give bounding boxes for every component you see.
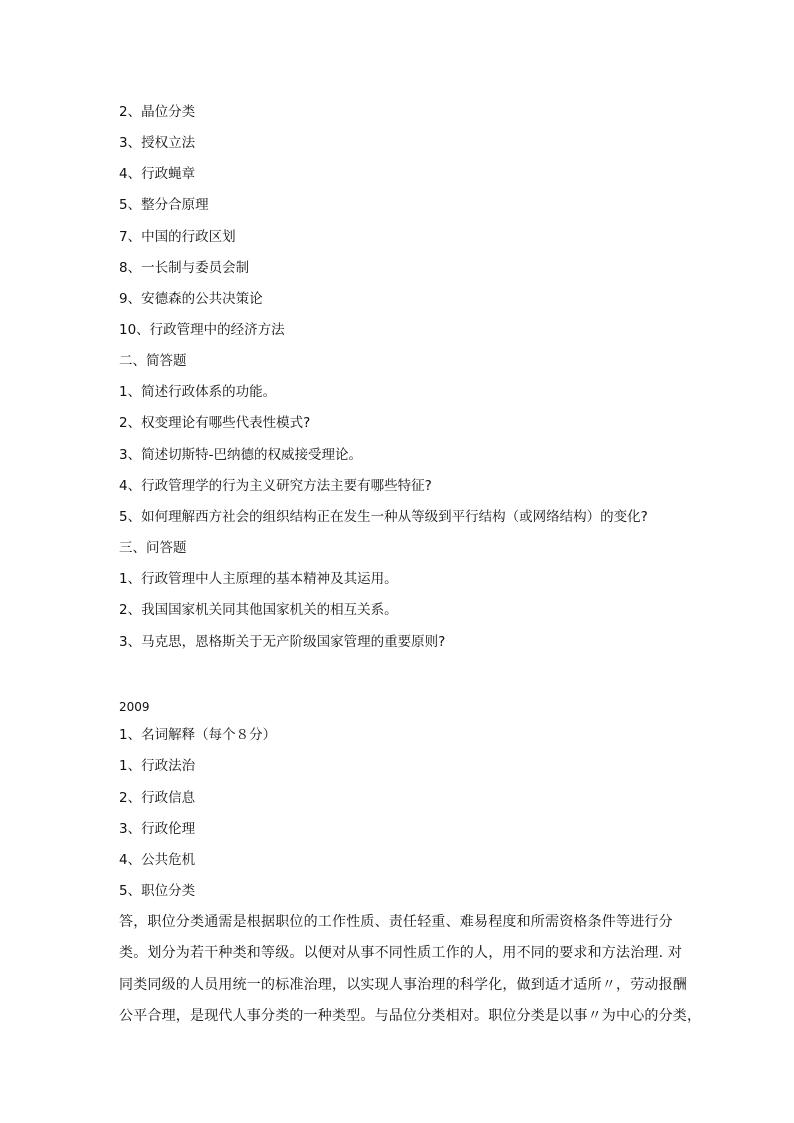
list-item: 1、简述行政体系的功能。 xyxy=(119,384,277,400)
list-item: 7、中国的行政区划 xyxy=(119,229,236,245)
list-item: 5、整分合原理 xyxy=(119,197,209,213)
list-item: 10、行政管理中的经济方法 xyxy=(119,322,285,338)
answer-line: 答，职位分类通需是根据职位的工作性质、责任轻重、难易程度和所需资格条件等进行分 xyxy=(119,914,673,930)
list-item: 1、行政管理中人主原理的基本精神及其运用。 xyxy=(119,571,398,587)
answer-line: 类。划分为若干种类和等级。以便对从事不同性质工作的人，用不同的要求和方法治理. 对 xyxy=(119,945,683,961)
list-item: 5、如何理解西方社会的组织结构正在发生一种从等级到平行结构（或网络结构）的变化? xyxy=(119,509,648,525)
answer-line: 公平合理，是现代人事分类的一种类型。与品位分类相对。职位分类是以事〃为中心的分类， xyxy=(119,1008,702,1024)
section-heading: 三、问答题 xyxy=(119,540,187,556)
list-item: 4、公共危机 xyxy=(119,852,196,868)
list-item: 3、授权立法 xyxy=(119,135,196,151)
list-item: 4、行政蝇章 xyxy=(119,166,196,182)
list-item: 9、安德森的公共决策论 xyxy=(119,291,263,307)
answer-line: 同类同级的人员用统一的标准治理，以实现人事治理的科学化，做到适才适所〃，劳动报酬 xyxy=(119,977,687,993)
year-label: 2009 xyxy=(119,700,150,714)
section-heading: 二、简答题 xyxy=(119,353,187,369)
list-item: 4、行政管理学的行为主义研究方法主要有哪些特征? xyxy=(119,478,432,494)
list-item: 2、权变理论有哪些代表性模式? xyxy=(119,415,311,431)
section-heading: 1、名词解释（每个８分） xyxy=(119,727,277,743)
list-item: 3、行政伦理 xyxy=(119,821,196,837)
list-item: 2、行政信息 xyxy=(119,790,196,806)
list-item: 2、晶位分类 xyxy=(119,104,196,120)
list-item: 3、马克思，恩格斯关于无产阶级国家管理的重要原则? xyxy=(119,634,446,650)
list-item: 1、行政法治 xyxy=(119,758,196,774)
list-item: 8、一长制与委员会制 xyxy=(119,260,250,276)
list-item: 2、我国国家机关同其他国家机关的相互关系。 xyxy=(119,602,398,618)
list-item: 3、简述切斯特-巴纳德的权威接受理论。 xyxy=(119,447,362,463)
list-item: 5、职位分类 xyxy=(119,883,196,899)
